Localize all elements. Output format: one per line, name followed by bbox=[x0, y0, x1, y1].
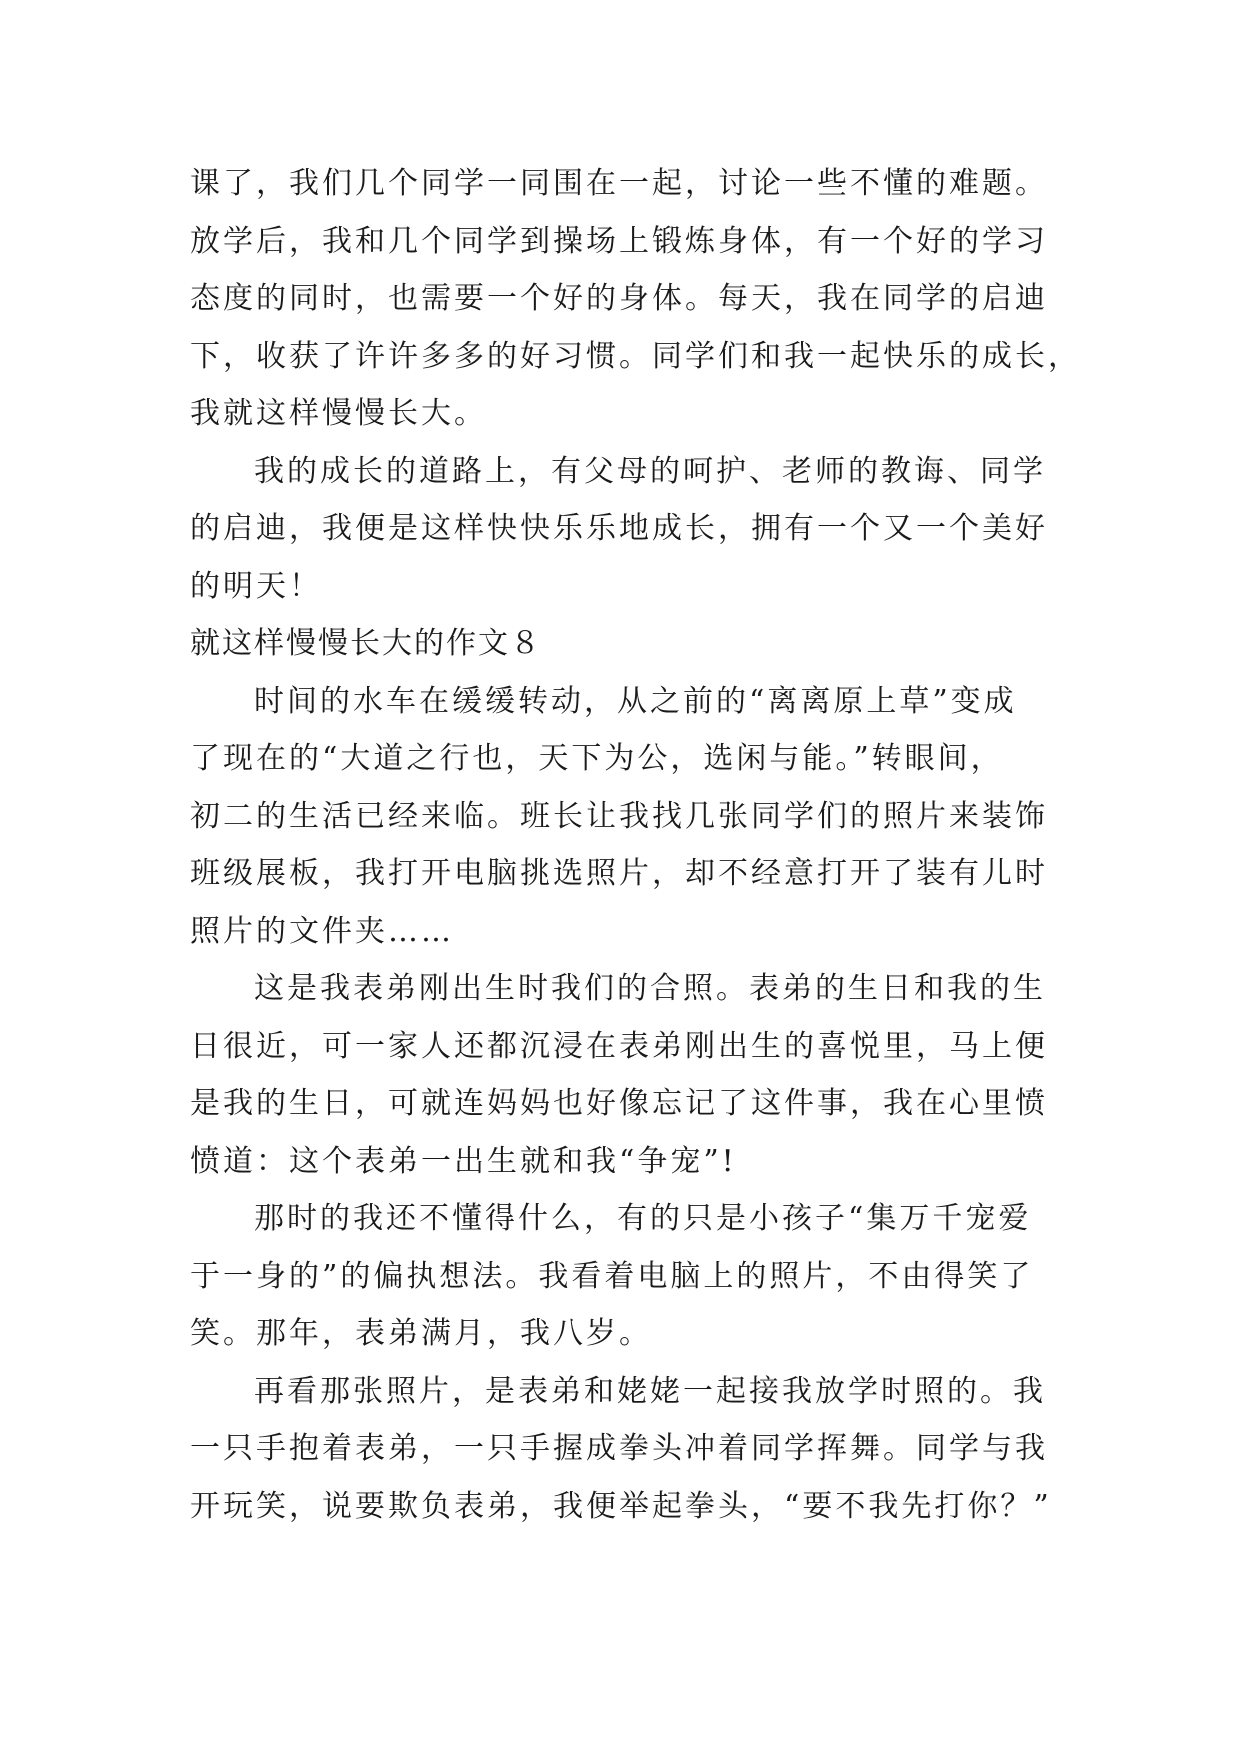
text-line: 放学后，我和几个同学到操场上锻炼身体，有一个好的学习 bbox=[190, 223, 1048, 259]
paragraph-start-line: 再看那张照片，是表弟和姥姥一起接我放学时照的。我 bbox=[254, 1373, 1046, 1409]
text-line: 是我的生日，可就连妈妈也好像忘记了这件事，我在心里愤 bbox=[190, 1086, 1048, 1121]
text-line: 于一身的”的偏执想法。我看着电脑上的照片，不由得笑了 bbox=[190, 1258, 1034, 1294]
text-line: 初二的生活已经来临。班长让我找几张同学们的照片来装饰 bbox=[190, 798, 1048, 834]
paragraph-start-line: 那时的我还不懂得什么，有的只是小孩子“集万千宠爱 bbox=[254, 1201, 1032, 1236]
text-line: 下，收获了许许多多的好习惯。同学们和我一起快乐的成长， bbox=[190, 338, 1081, 374]
text-line: 课了，我们几个同学一同围在一起，讨论一些不懂的难题。 bbox=[190, 166, 1048, 201]
text-line: 的启迪，我便是这样快快乐乐地成长，拥有一个又一个美好 bbox=[190, 511, 1048, 546]
paragraph-start-line: 时间的水车在缓缓转动，从之前的“离离原上草”变成 bbox=[254, 683, 1017, 719]
text-line: 日很近，可一家人还都沉浸在表弟刚出生的喜悦里，马上便 bbox=[190, 1028, 1048, 1064]
text-line: 照片的文件夹…… bbox=[190, 913, 454, 949]
section-heading: 就这样慢慢长大的作文８ bbox=[190, 626, 542, 661]
text-line: 愤道：这个表弟一出生就和我“争宠”! bbox=[190, 1143, 737, 1179]
text-line: 态度的同时，也需要一个好的身体。每天，我在同学的启迪 bbox=[190, 281, 1048, 316]
text-line: 开玩笑，说要欺负表弟，我便举起拳头，“要不我先打你？” bbox=[190, 1488, 1052, 1524]
text-line: 我就这样慢慢长大。 bbox=[190, 396, 487, 431]
text-line: 了现在的“大道之行也，天下为公，选闲与能。”转眼间， bbox=[190, 741, 1004, 776]
paragraph-start-line: 这是我表弟刚出生时我们的合照。表弟的生日和我的生 bbox=[254, 971, 1046, 1006]
paragraph-start-line: 我的成长的道路上，有父母的呵护、老师的教诲、同学 bbox=[254, 453, 1046, 489]
text-line: 笑。那年，表弟满月，我八岁。 bbox=[190, 1316, 652, 1351]
document-page bbox=[190, 155, 1081, 1535]
text-line: 的明天！ bbox=[190, 568, 322, 604]
text-line: 班级展板，我打开电脑挑选照片，却不经意打开了装有儿时 bbox=[190, 856, 1048, 891]
text-line: 一只手抱着表弟，一只手握成拳头冲着同学挥舞。同学与我 bbox=[190, 1431, 1048, 1466]
